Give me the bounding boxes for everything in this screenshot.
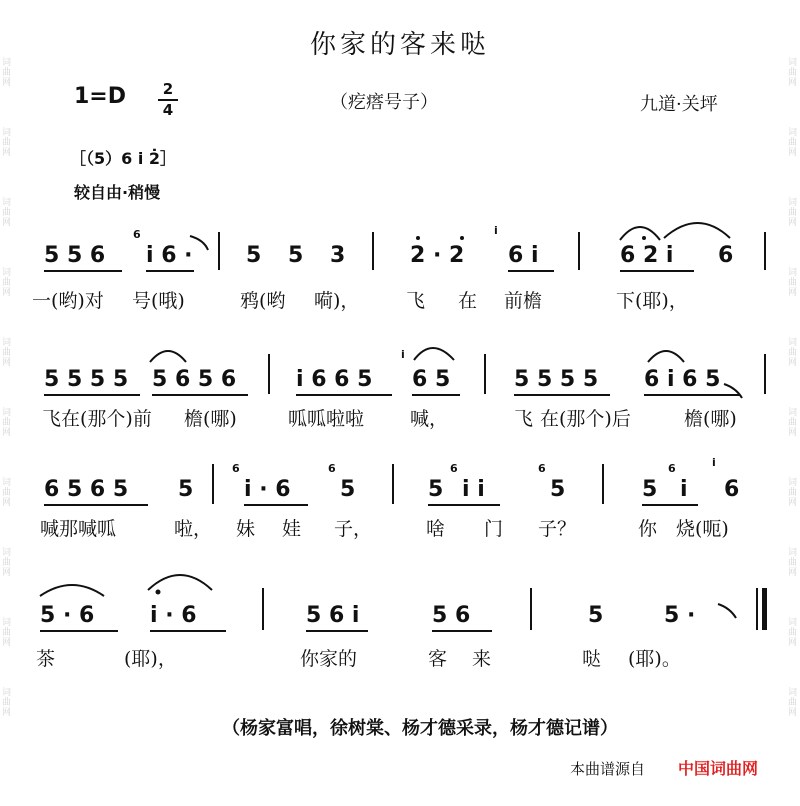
note-group: 5 6 i	[306, 603, 360, 628]
lyric: 妹	[236, 518, 256, 540]
slur	[148, 575, 212, 590]
watermark-text: 词曲网	[788, 688, 798, 718]
note-group: 5 5 5 5	[514, 367, 599, 392]
source-label: 本曲谱源自	[570, 760, 646, 778]
note-group: 6 i 6 5	[644, 367, 721, 392]
time-signature-bottom: 4	[162, 101, 174, 119]
watermark-text: 词曲网	[2, 688, 12, 718]
lyric: 前檐	[504, 290, 543, 312]
slur	[150, 351, 186, 362]
lyric: 在	[458, 290, 478, 312]
watermark-text: 词曲网	[788, 548, 798, 578]
lyric: 一(哟)对	[32, 290, 104, 312]
watermark-text: 词曲网	[2, 268, 12, 298]
note: 6	[718, 243, 734, 268]
watermark-text: 词曲网	[788, 618, 798, 648]
note-group: 6 5 6 5	[44, 477, 129, 502]
grace-note: 6	[133, 228, 141, 241]
note-group: 6 2 i	[620, 243, 674, 268]
slur	[718, 604, 736, 618]
lyric: (耶)，	[124, 648, 177, 670]
note: 5	[340, 477, 356, 502]
intro-notation: ［（5）6 i 2̇］	[70, 149, 177, 168]
lyric: 呱呱啦啦	[288, 408, 365, 430]
tempo-marking: 较自由·稍慢	[74, 183, 161, 202]
lyric: 啥	[426, 518, 446, 540]
watermark-text: 词曲网	[2, 408, 12, 438]
note: 3	[330, 243, 346, 268]
note-group: 6 i	[508, 243, 539, 268]
lyric: 嗬)，	[314, 290, 360, 312]
watermark-text: 词曲网	[788, 198, 798, 228]
lyric: 下(耶)，	[616, 290, 688, 312]
note: 5	[246, 243, 262, 268]
watermark-text: 词曲网	[2, 478, 12, 508]
note-group: i · 6	[150, 603, 197, 628]
watermark-text: 词曲网	[788, 58, 798, 88]
source-site-link[interactable]: 中国词曲网	[678, 759, 759, 778]
note-group: 5 · 6	[40, 603, 95, 628]
watermark-text: 词曲网	[2, 198, 12, 228]
note: 5	[642, 477, 658, 502]
lyric: 啦，	[174, 518, 213, 540]
lyric: 门	[484, 518, 504, 540]
note-group: 6 5	[412, 367, 451, 392]
lyric: 喊，	[410, 408, 449, 430]
watermark-text: 词曲网	[788, 128, 798, 158]
lyric: 在(那个)后	[540, 408, 631, 430]
slur	[724, 384, 742, 398]
slur	[664, 223, 730, 238]
lyric: 檐(哪)	[684, 408, 737, 430]
lyric: 喊那喊呱	[40, 518, 117, 540]
fermata-dot	[156, 590, 161, 595]
note-group: 2 · 2	[410, 243, 465, 268]
lyric: 号(哦)	[132, 290, 185, 312]
watermark-text: 词曲网	[2, 338, 12, 368]
lyric: 客	[428, 648, 448, 670]
slur	[648, 351, 684, 362]
grace-note: 6	[538, 462, 546, 475]
note-group: i i	[462, 477, 485, 502]
lyric: 你	[638, 518, 658, 540]
lyric: 烧(呃)	[676, 518, 729, 540]
note: 5	[588, 603, 604, 628]
lyric: 飞	[406, 290, 426, 312]
lyric: 哒	[582, 648, 602, 670]
grace-note: i	[494, 224, 498, 237]
watermark-text: 词曲网	[788, 408, 798, 438]
note-group: 5 6	[432, 603, 471, 628]
note: 5	[178, 477, 194, 502]
slur	[40, 585, 104, 596]
lyric: 飞在(那个)前	[42, 408, 152, 430]
watermark-text: 词曲网	[2, 548, 12, 578]
grace-note: 6	[668, 462, 676, 475]
lyric: 子，	[334, 518, 373, 540]
lyric: 你家的	[300, 648, 358, 670]
slur	[620, 227, 660, 240]
note: 5	[428, 477, 444, 502]
watermark-text: 词曲网	[2, 128, 12, 158]
note-group: 5 5 5 5	[44, 367, 129, 392]
lyric: 檐(哪)	[184, 408, 237, 430]
note: i	[680, 477, 688, 502]
credits: （杨家富唱，徐树棠、杨才德采录，杨才德记谱）	[222, 718, 618, 739]
watermark-text: 词曲网	[788, 338, 798, 368]
lyric: (耶)。	[628, 648, 681, 670]
key-signature: 1=D	[74, 84, 127, 109]
note-group: i 6 ·	[146, 243, 193, 268]
note: 5 ·	[664, 603, 696, 628]
note: 5	[288, 243, 304, 268]
grace-note: 6	[232, 462, 240, 475]
grace-note: i	[401, 348, 405, 361]
watermark-text: 词曲网	[788, 268, 798, 298]
note-group: i 6 6 5	[296, 367, 373, 392]
slur	[190, 236, 208, 250]
lyric: 鸦(哟	[240, 290, 286, 312]
grace-note: 6	[328, 462, 336, 475]
grace-note: 6	[450, 462, 458, 475]
lyric: 茶	[36, 648, 56, 670]
watermark-text: 词曲网	[2, 618, 12, 648]
lyric: 飞	[514, 408, 534, 430]
note-group: 5 5 6	[44, 243, 106, 268]
note-group: i · 6	[244, 477, 291, 502]
lyric: 娃	[282, 518, 302, 540]
song-title: 你家的客来哒	[309, 30, 490, 60]
note: 5	[550, 477, 566, 502]
watermark-text: 词曲网	[788, 478, 798, 508]
time-signature-top: 2	[162, 80, 174, 98]
watermark-text: 词曲网	[2, 58, 12, 88]
note-group: 5 6 5 6	[152, 367, 237, 392]
slur	[414, 348, 454, 360]
place-label: 九道·关坪	[640, 94, 718, 115]
note: 6	[724, 477, 740, 502]
grace-note: i	[712, 456, 716, 469]
lyric: 来	[472, 648, 492, 670]
lyric: 子？	[538, 518, 577, 540]
genre-label: （疙瘩号子）	[330, 92, 438, 113]
